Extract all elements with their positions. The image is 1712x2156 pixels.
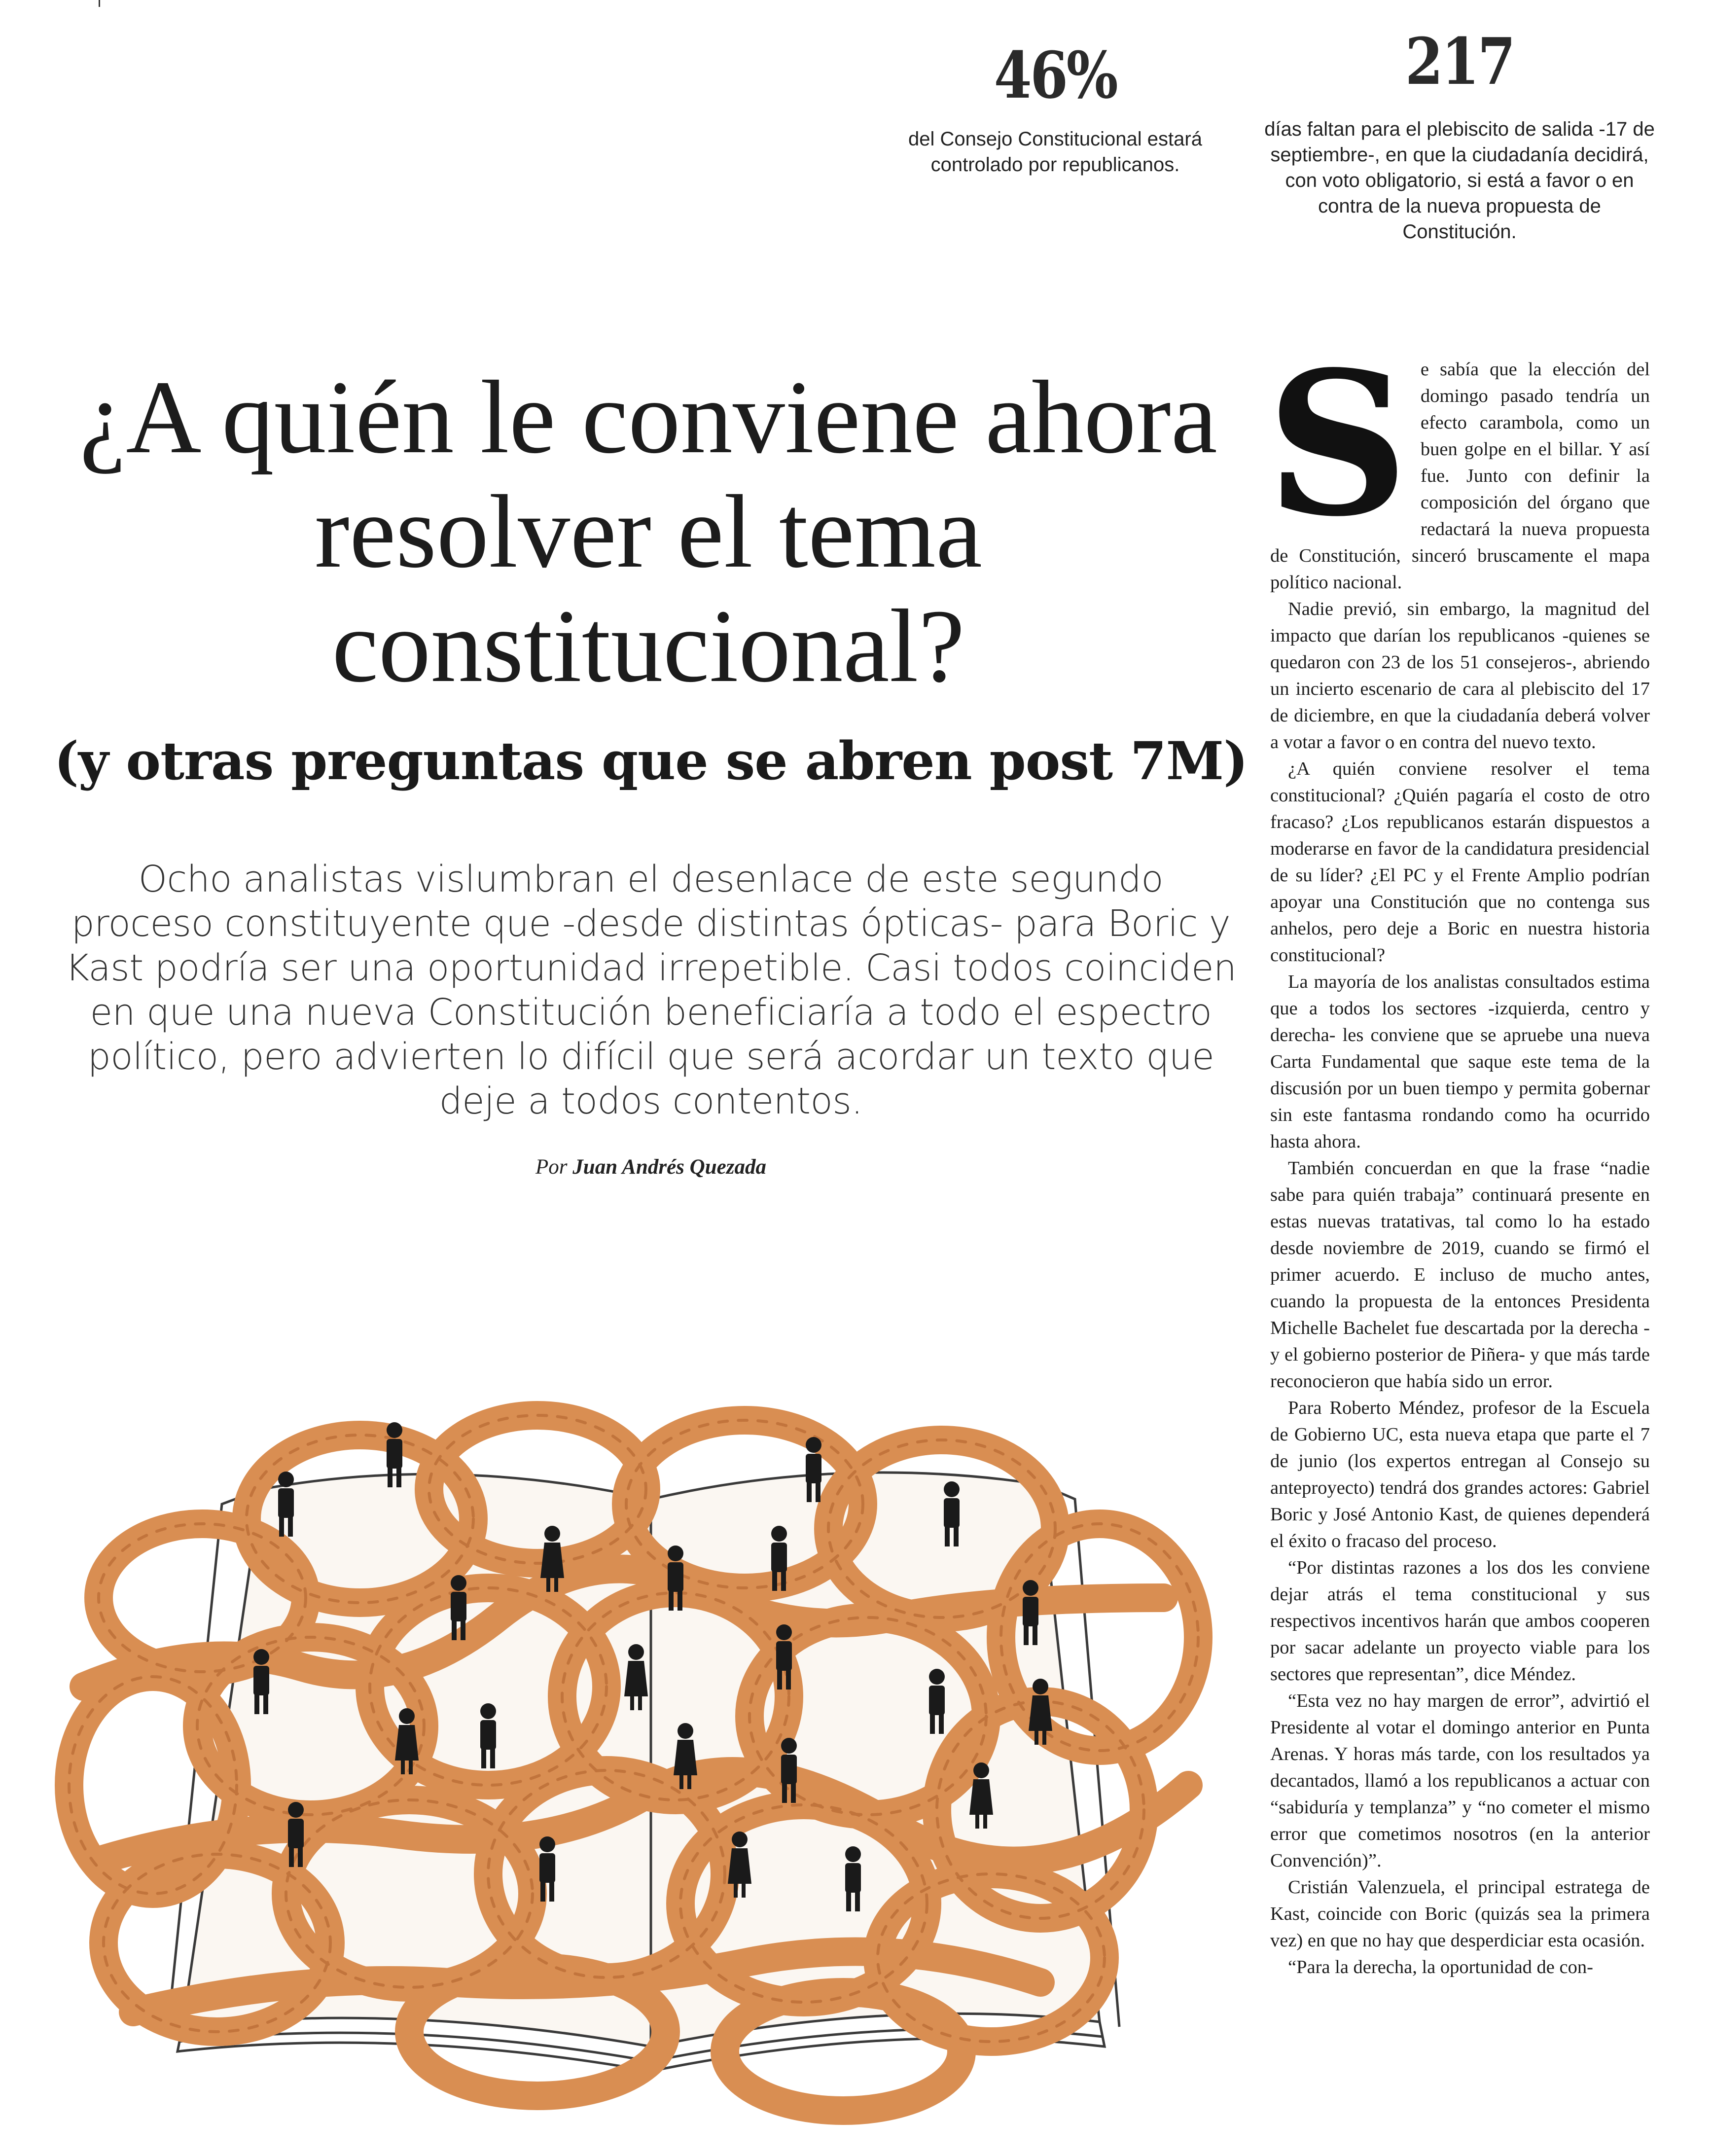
byline-prefix: Por xyxy=(535,1155,568,1179)
article-paragraph: ¿A quién conviene resolver el tema constitucional? ¿Quién pagaría el costo de otro fracaso? ¿Los republicanos estarán dispuestos a moderarse en favor de la candidatura presidencial de su líder? ¿El PC y el Frente Amplio podrían apoyar una Constitución que no contenga sus anhelos, pero deje a Boric en nuestra historia constitucional? xyxy=(1270,758,1650,966)
byline xyxy=(513,1155,789,1179)
stat-caption: días faltan para el plebiscito de salida -17 de septiembre-, en que la ciudadanía decidirá, con voto obligatorio, si está a favor o en contra de la nueva propuesta de Constitución. xyxy=(1264,118,1655,243)
drop-cap: S xyxy=(1266,328,1409,560)
article-body xyxy=(1266,328,1650,1980)
article-paragraph: e sabía que la elección del domingo pasado tendría un efecto carambola, como un buen golpe en el billar. Y así fue. Junto con definir la composición del órgano que redactará la nueva propuesta de Constitución, sinceró bruscamente el mapa político nacional. xyxy=(1270,359,1650,593)
article-paragraph: “Para la derecha, la oportunidad de con- xyxy=(1288,1957,1593,1977)
headline: ¿A quién le conviene ahora resolver el tema constitucional? xyxy=(79,359,1217,704)
article-paragraph: Nadie previó, sin embargo, la magnitud del impacto que darían los republicanos -quienes se quedaron con 23 de los 51 consejeros-, abriendo un incierto escenario de cara al plebiscito del 17 de diciembre, en que la ciudadanía deberá volver a votar a favor o en contra del nuevo texto. xyxy=(1270,599,1650,753)
article-paragraph: “Esta vez no hay margen de error”, advirtió el Presidente al votar el domingo anterior en Punta Arenas. Y horas más tarde, con los resultados ya decantados, llamó a los republicanos a actuar con “sabiduría y templanza” y “no cometer el mismo error que cometimos nosotros (en la anterior Convención)”. xyxy=(1270,1690,1650,1871)
stat-block-days xyxy=(1262,24,1657,245)
tangled-rope-book-illustration xyxy=(54,1341,1238,2140)
byline-author: Juan Andrés Quezada xyxy=(572,1155,766,1179)
page-edge-mark xyxy=(99,0,100,7)
stat-caption: del Consejo Constitucional estará controlado por republicanos. xyxy=(908,128,1202,176)
article-paragraph: La mayoría de los analistas consultados estima que a todos los sectores -izquierda, centro y derecha- les conviene que se apruebe una nueva Carta Fundamental que saque este tema de la discusión por un buen tiempo y permita gobernar sin este fantasma rondando como ha ocurrido hasta ahora. xyxy=(1270,971,1650,1152)
subheadline: (y otras preguntas que se abren post 7M) xyxy=(54,730,1248,791)
standfirst: Ocho analistas vislumbran el desenlace de este segundo proceso constituyente que -desde distintas ópticas- para Boric y Kast podría ser una oportunidad irrepetible. Casi todos coinciden en que una nueva Constitución beneficiaría a todo el espectro político, pero advierten lo difícil que será acordar un texto que deje a todos contentos. xyxy=(65,858,1237,1122)
article-paragraph: Para Roberto Méndez, profesor de la Escuela de Gobierno UC, esta nueva etapa que parte el 7 de junio (los expertos entregan al Consejo su anteproyecto) tendrá dos grandes actores: Gabriel Boric y José Antonio Kast, de quienes dependerá el éxito o fracaso del proceso. xyxy=(1270,1398,1650,1551)
stat-block-percent xyxy=(868,37,1243,178)
stat-number: 217 xyxy=(1405,24,1514,99)
article-paragraph: Cristián Valenzuela, el principal estratega de Kast, coincide con Boric (quizás sea la primera vez) en que no hay que desperdiciar esta ocasión. xyxy=(1270,1877,1650,1951)
stat-number: 46% xyxy=(994,37,1117,113)
article-paragraph: También concuerdan en que la frase “nadie sabe para quién trabaja” continuará presente en estas nuevas tratativas, tal como lo ha estado desde noviembre de 2019, cuando se firmó el primer acuerdo. E incluso de mucho antes, cuando la propuesta de la entonces Presidenta Michelle Bachelet fue descartada por la derecha -y el gobierno posterior de Piñera- y que más tarde reconocieron que había sido un error. xyxy=(1270,1158,1650,1392)
article-paragraph: “Por distintas razones a los dos les conviene dejar atrás el tema constitucional y sus respectivos incentivos harán que ambos cooperen por sacar adelante un proyecto viable para los sectores que representan”, dice Méndez. xyxy=(1270,1557,1650,1685)
